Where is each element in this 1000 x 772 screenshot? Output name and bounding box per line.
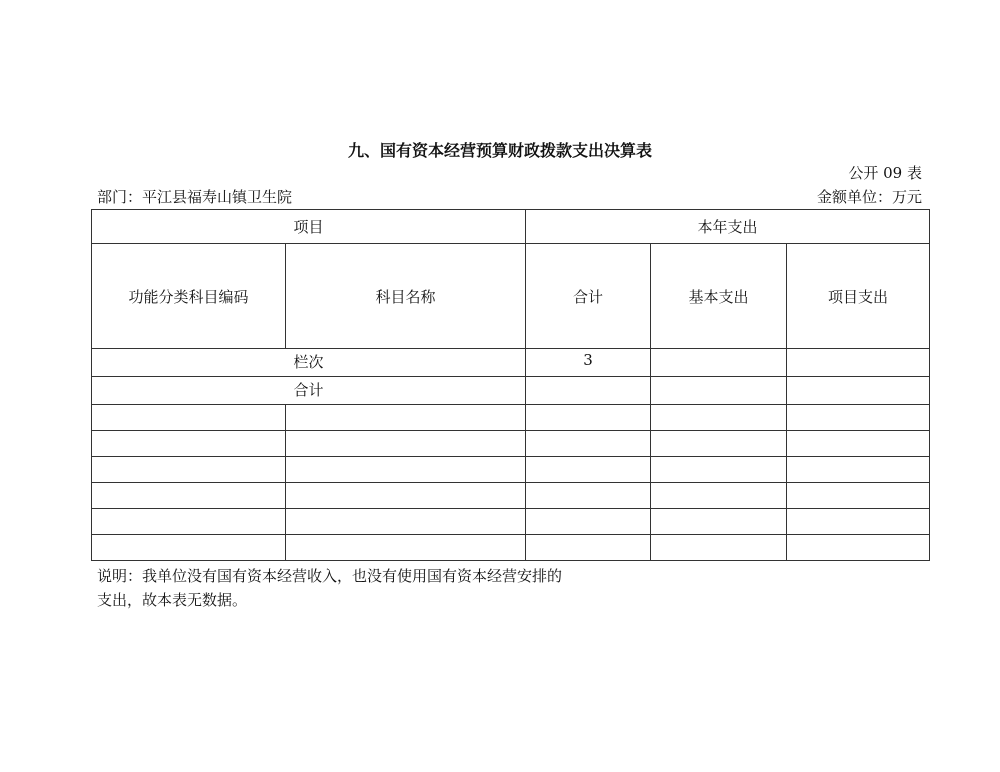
table-cell <box>286 405 526 431</box>
table-cell <box>651 377 787 405</box>
col-header-basic-expenditure: 基本支出 <box>651 244 787 349</box>
table-cell <box>787 457 930 483</box>
table-cell <box>787 405 930 431</box>
total-row-label: 合计 <box>92 377 526 405</box>
header-row-1 <box>92 210 930 244</box>
table-cell <box>286 483 526 509</box>
table-cell <box>526 405 651 431</box>
header-project: 项目 <box>92 210 526 244</box>
column-number-row <box>92 349 930 377</box>
column-number-label: 栏次 <box>92 349 526 377</box>
amount-unit-label: 金额单位：万元 <box>816 188 922 206</box>
table-row <box>92 431 930 457</box>
table-cell <box>92 405 286 431</box>
table-cell <box>92 509 286 535</box>
table-row <box>92 483 930 509</box>
table-cell <box>286 431 526 457</box>
col-header-total: 合计 <box>526 244 651 349</box>
page-title: 九、国有资本经营预算财政拨款支出决算表 <box>347 141 652 160</box>
form-number: 公开 09 表 <box>848 164 922 182</box>
department-label: 部门：平江县福寿山镇卫生院 <box>97 188 293 206</box>
note-line-2: 支出，故本表无数据。 <box>97 591 248 609</box>
table-cell <box>526 377 651 405</box>
table-cell <box>526 431 651 457</box>
col-header-subject-name: 科目名称 <box>286 244 526 349</box>
col-header-project-expenditure: 项目支出 <box>787 244 930 349</box>
table-cell <box>787 431 930 457</box>
table-cell <box>787 377 930 405</box>
table-cell <box>651 509 787 535</box>
table-cell <box>286 457 526 483</box>
table-cell <box>92 431 286 457</box>
explanation-note <box>97 564 697 612</box>
note-line-1: 说明：我单位没有国有资本经营收入，也没有使用国有资本经营安排的 <box>97 567 563 585</box>
table-row <box>92 457 930 483</box>
table-cell <box>92 457 286 483</box>
header-row-2 <box>92 244 930 349</box>
header-current-year-expenditure: 本年支出 <box>526 210 930 244</box>
table-row <box>92 535 930 561</box>
table-cell <box>651 457 787 483</box>
table-cell <box>286 535 526 561</box>
table-cell <box>651 483 787 509</box>
table-cell <box>651 535 787 561</box>
table-cell <box>526 509 651 535</box>
table-cell <box>651 405 787 431</box>
table-cell <box>526 535 651 561</box>
table-cell <box>651 431 787 457</box>
col-header-function-code: 功能分类科目编码 <box>92 244 286 349</box>
table-row <box>92 405 930 431</box>
total-row <box>92 377 930 405</box>
table-cell <box>787 483 930 509</box>
table-cell <box>787 535 930 561</box>
table-cell <box>526 483 651 509</box>
budget-table <box>91 209 930 561</box>
table-cell <box>787 349 930 377</box>
table-cell <box>92 535 286 561</box>
table-cell <box>787 509 930 535</box>
table-cell <box>651 349 787 377</box>
table-cell <box>286 509 526 535</box>
table-row <box>92 509 930 535</box>
table-cell <box>92 483 286 509</box>
table-cell <box>526 457 651 483</box>
column-number-total: 3 <box>526 349 651 377</box>
